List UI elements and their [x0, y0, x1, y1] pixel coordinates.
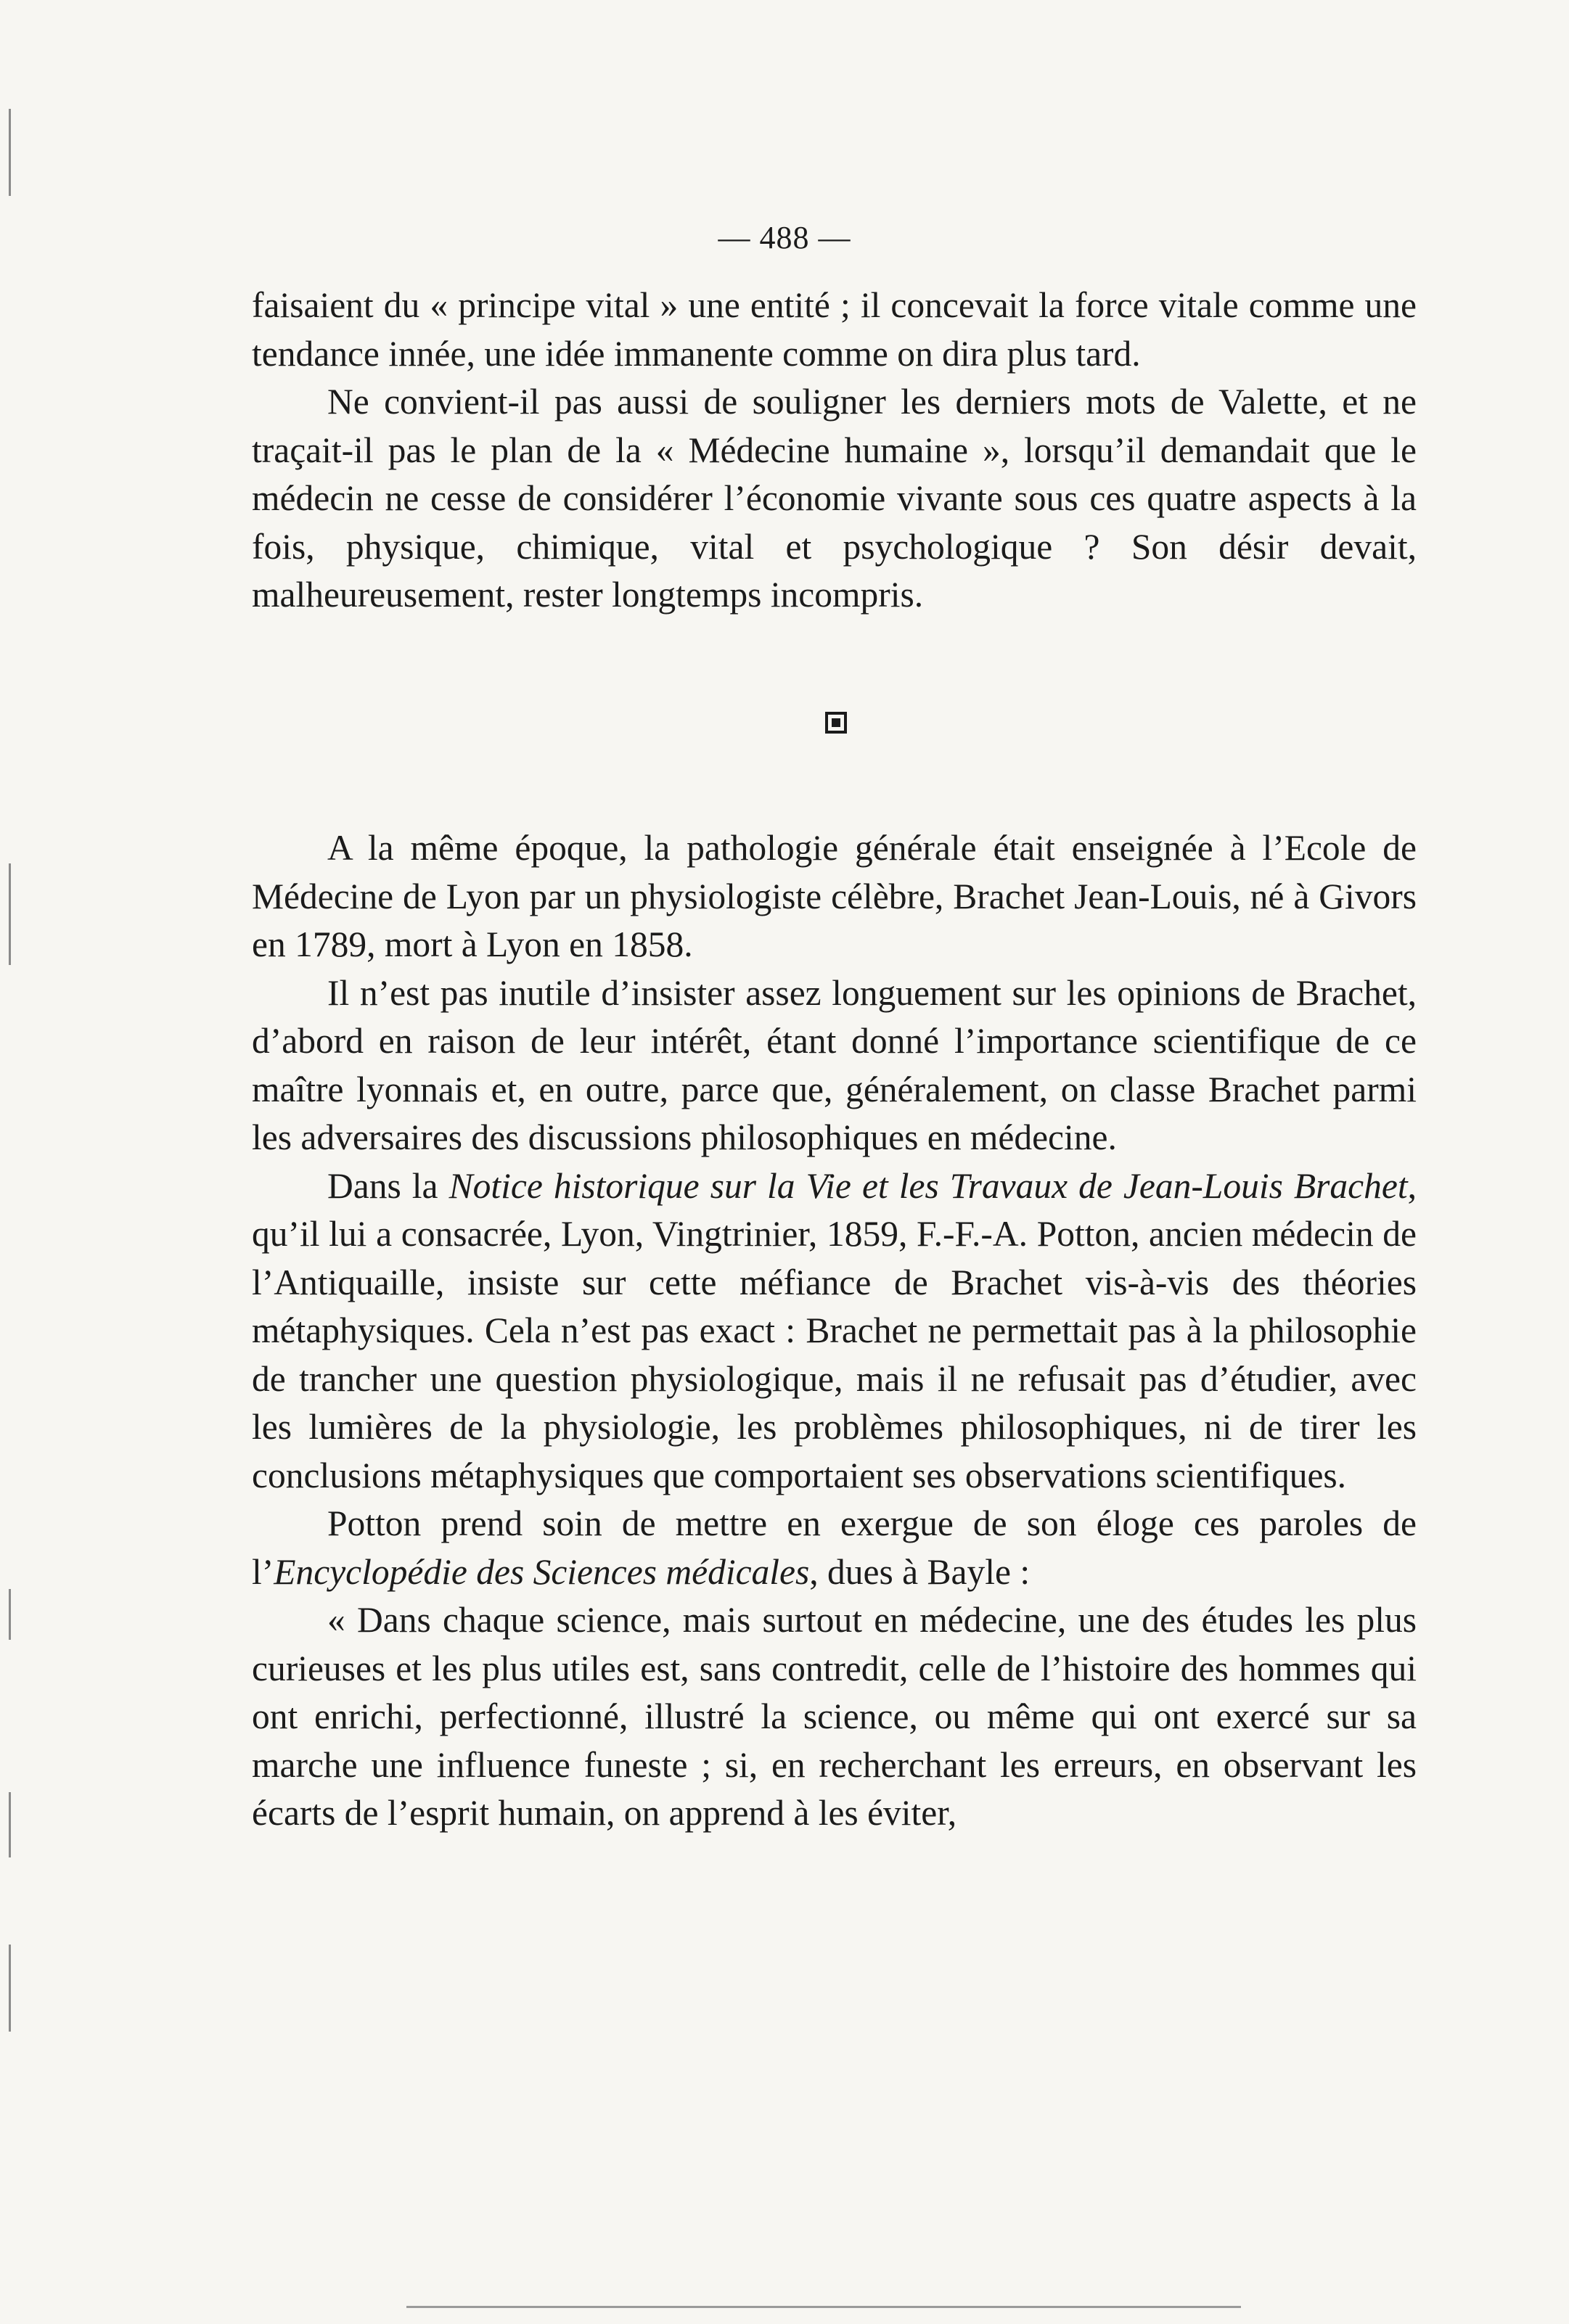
paragraph-valette: Ne convient-il pas aussi de souligner les derniers mots de Valette, et ne traçait-il pas le plan de la « Médecine humaine », lorsqu’il demandait que le médecin ne cesse de considérer l’économie vivante sous ces quatre aspects à la fois, physique, chimique, vital et psychologique ? Son désir devait, malheureusement, rester longtemps incompris.: [252, 382, 1417, 615]
paragraph-continuation: faisaient du « principe vital » une entité ; il concevait la force vitale comme une tendance innée, une idée immanente comme on dira plus tard.: [252, 285, 1417, 374]
encyclopedie-title: Encyclopédie des Sciences médicales: [274, 1551, 810, 1592]
scan-margin-mark: [9, 863, 11, 965]
scan-margin-mark: [9, 109, 11, 196]
notice-lead-text: Dans la: [327, 1165, 449, 1206]
paragraph-potton-exergue: [252, 1500, 1417, 1596]
notice-body-text: , qu’il lui a consacrée, Lyon, Vingtrinier, 1859, F.-F.-A. Potton, ancien médecin de l’Antiquaille, insiste sur cette méfiance de Brachet vis-à-vis des théories métaphysiques. Cela n’est pas exact : Brachet ne permettait pas à la philosophie de trancher une question physiologique, mais il ne refusait pas d’étudier, avec les lumières de la physiologie, les problèmes philosophiques, ni de tirer les conclusions métaphysiques que comportaient ses observations scientifiques.: [252, 1165, 1417, 1495]
scan-margin-mark: [9, 1792, 11, 1857]
scan-margin-mark: [9, 1945, 11, 2032]
paragraph-potton-notice: [252, 1162, 1417, 1500]
notice-title: Notice historique sur la Vie et les Travaux de Jean-Louis Brachet: [448, 1165, 1408, 1206]
section-one: [252, 282, 1417, 620]
scan-bottom-rule: [406, 2306, 1241, 2308]
section-separator-icon: [825, 712, 847, 734]
scan-margin-mark: [9, 1589, 11, 1640]
exergue-tail-text: , dues à Bayle :: [809, 1551, 1031, 1592]
exergue-lead-text: Potton prend soin de mettre en exergue de son éloge ces paroles de l’: [252, 1503, 1417, 1592]
page-number: — 488 —: [718, 220, 851, 255]
section-two: [252, 824, 1417, 1838]
paragraph-brachet-opinions: Il n’est pas inutile d’insister assez longuement sur les opinions de Brachet, d’abord en raison de leur intérêt, étant donné l’importance scientifique de ce maître lyonnais et, en outre, parce que, généralement, on classe Brachet parmi les adversaires des discussions philosophiques en médecine.: [252, 972, 1417, 1157]
paragraph-bayle-quote: « Dans chaque science, mais surtout en médecine, une des études les plus curieuses et les plus utiles est, sans contredit, celle de l’histoire des hommes qui ont enrichi, perfectionné, illustré la science, ou même qui ont exercé sur sa marche une influence funeste ; si, en recherchant les erreurs, en observant les écarts de l’esprit humain, on apprend à les éviter,: [252, 1600, 1417, 1833]
paragraph-brachet-intro: A la même époque, la pathologie générale était enseignée à l’Ecole de Médecine de Lyon par un physiologiste célèbre, Brachet Jean-Louis, né à Givors en 1789, mort à Lyon en 1858.: [252, 828, 1417, 964]
separator-core: [832, 718, 840, 727]
